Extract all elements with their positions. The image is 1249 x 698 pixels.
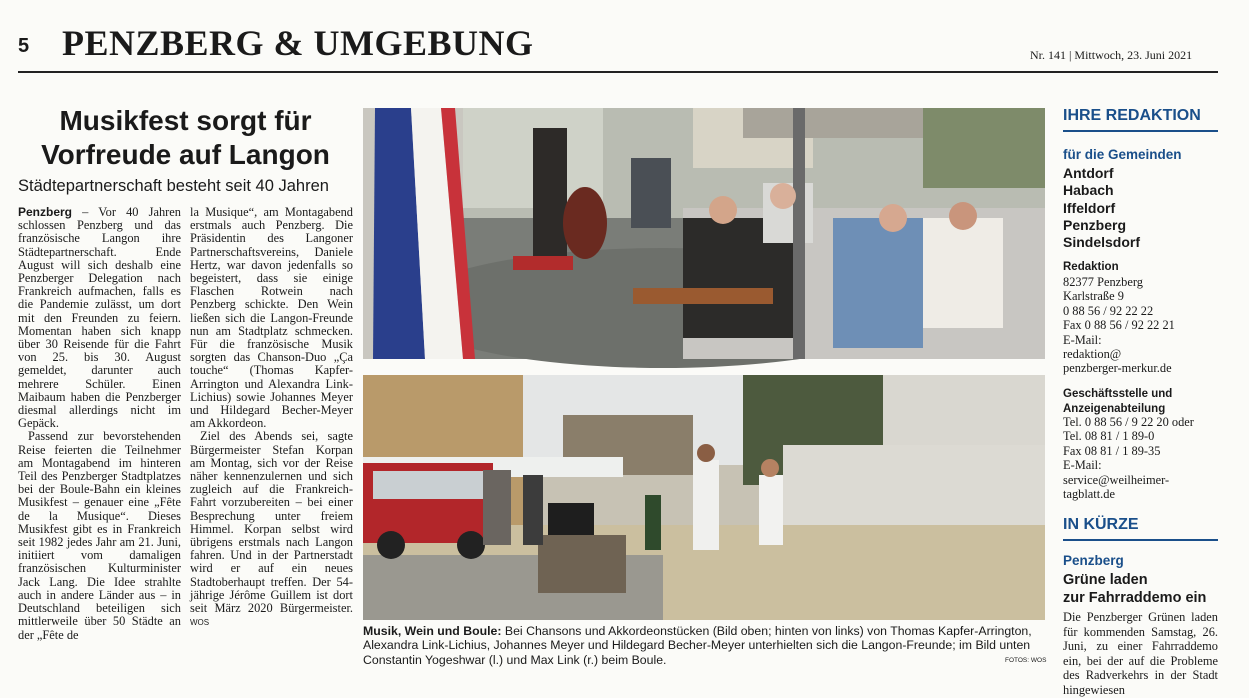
article-column-1 (18, 206, 181, 668)
paragraph (18, 206, 181, 430)
page-number: 5 (18, 35, 30, 57)
headline-line-2: Vorfreude auf Langon (41, 139, 330, 170)
photo-credit: FOTOS: WOS (1005, 657, 1047, 664)
section-title: PENZBERG & UMGEBUNG (62, 23, 534, 63)
contact-line: penzberger-merkur.de (1063, 361, 1172, 376)
redaktion-title: IHRE REDAKTION (1063, 107, 1201, 124)
contact-line: E-Mail: (1063, 332, 1102, 347)
dateline: Penzberg (18, 205, 73, 219)
photo-musicians (363, 108, 1045, 359)
redaktion-contact (1063, 275, 1175, 376)
caption-text: Bei Chansons und Akkordeonstücken (Bild oben; hinten von links) von Thomas Kapfer-Arrington, Alexandra Link-Lichius, Johannes Meyer und Hildegard Becher-Meyer unterhielten sich die Langon-Freunde; im Bild unten Constantin Yogeshwar (l.) und Max Link (r.) beim Boule. (363, 624, 1032, 667)
kurz-place: Penzberg (1063, 553, 1124, 568)
label-line: Geschäftsstelle und (1063, 388, 1173, 400)
headline-line-1: Musikfest sorgt für (59, 105, 312, 136)
kurz-headline-line: zur Fahrraddemo ein (1063, 590, 1207, 606)
gemeinde-item: Habach (1063, 182, 1114, 199)
edition-info: Nr. 141 | Mittwoch, 23. Juni 2021 (1030, 48, 1193, 62)
photo-boule (363, 375, 1045, 620)
paragraph-text: la Musique“, am Montagabend erstmals auch Penzberg. Die Präsidentin des Langoner Partnerschaftsvereins, Daniele Hertz, war davon jedenfalls so begeistert, dass sie einige Flaschen Rotwein nach Penzberg schickte. Den Wein ließen sich die Langon-Freunde nun am Stadtplatz schmecken. Für die französische Musik sorgten das Chanson-Duo „Ça touche“ (Thomas Kapfer-Arrington und Alexandra Link-Lichius) sowie Johannes Meyer und Hildegard Becher-Meyer am Akkordeon. (190, 205, 353, 431)
contact-line: Karlstraße 9 (1063, 289, 1124, 304)
caption-lead: Musik, Wein und Boule: (363, 624, 502, 638)
paragraph (18, 430, 181, 641)
paragraph-text: Passend zur bevorstehenden Reise feierten die Teilnehmer am Montagabend im hinteren Teil des Penzberger Stadtplatzes bei der Boule-Bahn ein kleines Musikfest – genauer eine „Fête de la Musique“. Dieses Musikfest gibt es in Frankreich seit 1982 jedes Jahr am 21. Juni, initiiert vom damaligen französischen Kulturminister Jack Lang. Die Idee strahlte auch in andere Länder aus – in Deutschland beteiligen sich mittlerweile über 50 Städte an der „Fête de (18, 429, 181, 642)
redaktion-label: Redaktion (1063, 261, 1119, 273)
contact-line: redaktion@ (1063, 347, 1122, 362)
gemeinde-item: Antdorf (1063, 165, 1114, 181)
paragraph-text: Ziel des Abends sei, sagte Bürgermeister Stefan Korpan am Montag, sich vor der Reise näher kennenzulernen und sich zugleich auf die Frankreich-Fahrt vorzubereiten – bei einer Besprechung unter freiem Himmel. Korpan selbst wird übrigens erstmals nach Langon fahren. Und in der Partnerstadt wird er auf ein neues Stadtoberhaupt treffen. Der 54-jährige Jérôme Guillem ist dort seit März 2020 Bürgermeister. (190, 429, 353, 616)
photo-boule-image (363, 375, 1045, 620)
author-tag: WOS (190, 618, 210, 628)
contact-line: Tel. 0 88 56 / 9 22 20 oder (1063, 415, 1194, 429)
masthead-rule (18, 71, 1218, 73)
paragraph (190, 206, 353, 430)
kurz-headline (1063, 571, 1206, 607)
kurz-text: Die Penzberger Grünen laden für kommenden Samstag, 26. Juni, zu einer Fahrraddemo ein, bei der auf die Probleme des Radverkehrs in der Stadt hingewiesen (1063, 610, 1218, 697)
paragraph-text: – Vor 40 Jahren schlossen Penzberg und das französische Langon ihre Städtepartnerschaft. Ende August will sich deshalb eine Penzberger Delegation nach Frankreich aufmachen, falls es die Pandemie zulässt, um dort mit den Freunden zu feiern. Momentan haben sich knapp über 30 Reisende für die Fahrt von 25. bis 30. August gemeldet, darunter auch mehrere Schüler. Einen Maibaum haben die Penzberger diesmal allerdings nicht im Gepäck. (18, 205, 181, 431)
contact-line: E-Mail: (1063, 458, 1102, 473)
gemeinde-item: Iffeldorf (1063, 199, 1116, 216)
contact-line: Tel. 08 81 / 1 89-0 (1063, 429, 1155, 444)
paragraph (190, 430, 353, 629)
kurz-headline-line: Grüne laden (1063, 572, 1148, 588)
article-column-2 (190, 206, 353, 668)
contact-line: service@weilheimer- (1063, 472, 1170, 487)
gemeinden-list (1063, 165, 1140, 251)
headline (18, 104, 353, 172)
geschaeftsstelle-label (1063, 387, 1172, 416)
sidebar-rule-1 (1063, 130, 1218, 132)
sidebar-rule-2 (1063, 539, 1218, 541)
photo-musicians-image (363, 108, 1045, 359)
contact-line: Fax 08 81 / 1 89-35 (1063, 443, 1161, 458)
geschaeftsstelle-contact (1063, 415, 1194, 501)
label-line: Anzeigenabteilung (1063, 402, 1166, 415)
gemeinde-item: Sindelsdorf (1063, 234, 1141, 251)
contact-line: 0 88 56 / 92 22 22 (1063, 303, 1154, 318)
contact-line: Fax 0 88 56 / 92 22 21 (1063, 318, 1175, 333)
gemeinden-label: für die Gemeinden (1063, 147, 1182, 162)
in-kuerze-title: IN KÜRZE (1063, 516, 1139, 533)
subheadline: Städtepartnerschaft besteht seit 40 Jahren (18, 177, 329, 195)
gemeinde-item: Penzberg (1063, 216, 1127, 233)
photo-caption (363, 624, 1045, 667)
contact-line: 82377 Penzberg (1063, 275, 1143, 289)
contact-line: tagblatt.de (1063, 487, 1115, 502)
